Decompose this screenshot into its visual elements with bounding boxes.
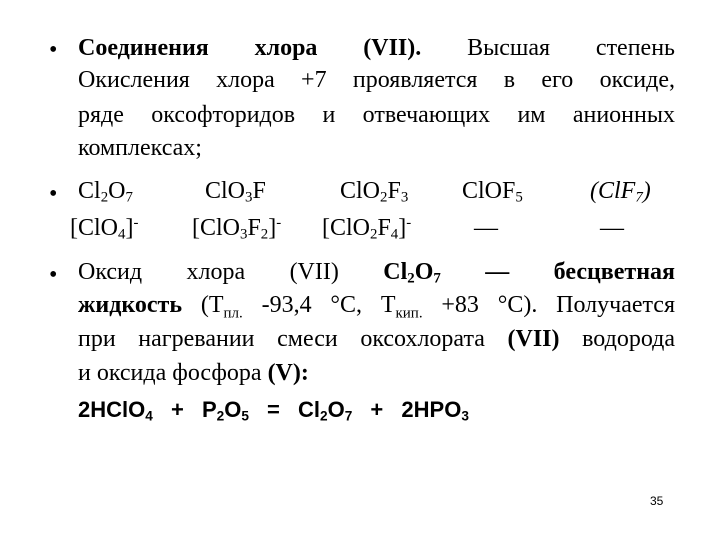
anion-none-1: — — [474, 215, 498, 241]
bullet-marker: • — [49, 181, 58, 207]
para2-line4: и оксида фосфора (V): — [78, 360, 309, 386]
anion-clo3f2: $[ClO_3F_2]^-$ — [192, 214, 282, 243]
formula-cl2o7: $Cl_2O_7$ — [78, 178, 133, 206]
page-number: 35 — [650, 494, 664, 508]
formula-clf7: (ClF$_7$) — [590, 178, 651, 206]
para1-line1 — [78, 33, 675, 63]
formula-clof5: ClOF$_5$ — [462, 178, 523, 206]
para1-line3: ряде оксофторидов и отвечающих им анионных — [78, 102, 675, 128]
para2-line1: Оксид хлора (VII) $Cl_2O_7$ — бесцветная — [78, 259, 676, 287]
bullet-marker: • — [49, 37, 58, 63]
formula-clo3f: ClO$_3$F — [205, 178, 266, 206]
reaction-equation: 2HClO$_4$ + $P_2O_5 = Cl_2O_7 + 2HPO_3$ — [78, 397, 469, 424]
para1-line2: Окисления хлора +7 проявляется в его оксиде, — [78, 67, 675, 93]
formula-clo2f3: $ClO_2F_3$ — [340, 178, 409, 206]
anion-clo2f4: $[ClO_2F_4]^-$ — [322, 214, 412, 243]
anion-clo4: [ClO$_4$]- — [70, 214, 139, 243]
anion-none-2: — — [600, 215, 624, 241]
para2-line2: жидкость ($Т_{пл.}$ -93,4 °С, $Т_{кип.} +83$ °С). Получается — [78, 292, 676, 322]
para1-line4: комплексах; — [78, 135, 202, 161]
para1-heading: Соединения хлора (VII). — [78, 35, 422, 61]
para1-line1-rest: Высшая степень — [467, 35, 675, 61]
para2-line3: при нагревании смеси оксохлората (VII) водорода — [78, 326, 675, 352]
bullet-marker: • — [49, 262, 58, 288]
